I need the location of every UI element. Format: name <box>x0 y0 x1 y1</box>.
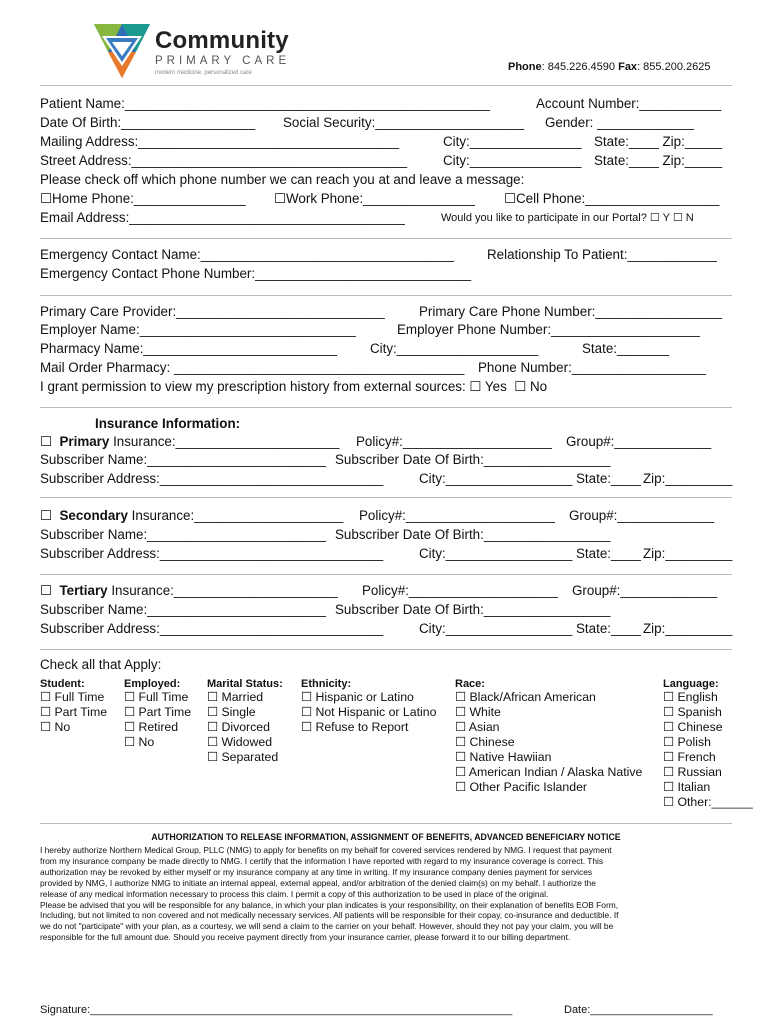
checkbox-icon[interactable]: ☐ <box>124 720 139 734</box>
pharmacy-state-field[interactable]: State:_______ <box>582 341 670 356</box>
employed-option[interactable] <box>124 690 191 705</box>
employed-option[interactable] <box>124 735 191 750</box>
contact-numbers <box>508 61 710 73</box>
employer-field[interactable]: Employer Name:_____________________________ <box>40 322 356 337</box>
portal-question <box>441 211 694 224</box>
checkbox-icon[interactable]: ☐ <box>455 735 470 749</box>
employed-group <box>124 678 191 750</box>
checkbox-icon[interactable]: ☐ <box>663 765 678 779</box>
language-option-label: English <box>677 690 718 704</box>
divider <box>40 649 732 650</box>
subscriber-name-field[interactable]: Subscriber Name:________________________ <box>40 602 326 617</box>
checkbox-icon[interactable]: ☐ <box>207 750 222 764</box>
student-option[interactable] <box>40 720 107 735</box>
checkbox-icon[interactable]: ☐ <box>301 705 316 719</box>
checkbox-icon[interactable]: ☐ <box>124 735 139 749</box>
secondary-policy-field[interactable]: Policy#:____________________ <box>359 508 555 523</box>
language-option[interactable] <box>663 795 753 810</box>
marital-option[interactable] <box>207 690 283 705</box>
checkbox-icon[interactable]: ☐ <box>469 379 482 394</box>
permission-row <box>40 379 547 395</box>
brand-tagline: modern medicine, personalized care <box>155 70 252 76</box>
marital-option-label: Divorced <box>221 720 270 734</box>
checkbox-icon[interactable]: ☐ <box>455 705 470 719</box>
language-heading: Language: <box>663 678 719 690</box>
authorization-line: provided by NMG, I authorize NMG to initiate an internal appeal, external appeal, and/or arbitration of the denied claim(s) on my behalf. I authorize the <box>40 877 596 888</box>
checkbox-icon[interactable]: ☐ <box>40 690 55 704</box>
authorization-line: responsible for the full amount due. Should you receive payment directly from your insurance carrier, please forward it to our billing department. <box>40 932 571 943</box>
home-phone-option[interactable] <box>40 191 246 207</box>
subscriber-name-field[interactable]: Subscriber Name:________________________ <box>40 527 326 542</box>
subscriber-zip-field[interactable]: Zip:_________ <box>643 546 733 561</box>
marital-option[interactable] <box>207 720 283 735</box>
checkbox-icon[interactable]: ☐ <box>455 765 469 779</box>
emergency-name-field[interactable]: Emergency Contact Name:__________________________________ <box>40 247 454 262</box>
checkbox-icon[interactable]: ☐ <box>455 750 470 764</box>
relationship-field[interactable]: Relationship To Patient:____________ <box>487 247 717 262</box>
ethnicity-option-label: Hispanic or Latino <box>315 690 414 704</box>
checkbox-icon[interactable]: ☐ <box>455 780 470 794</box>
student-heading: Student: <box>40 678 85 690</box>
phone-label: Phone <box>508 61 542 73</box>
checkbox-icon[interactable]: ☐ <box>40 583 53 598</box>
language-option[interactable] <box>663 765 753 780</box>
language-option-label: Chinese <box>677 720 723 734</box>
subscriber-city-field[interactable]: City:_________________ <box>419 621 573 636</box>
language-option-label: Russian <box>677 765 722 779</box>
checkbox-icon[interactable]: ☐ <box>40 191 53 206</box>
checkbox-icon[interactable]: ☐ <box>207 720 222 734</box>
marital-heading: Marital Status: <box>207 678 283 690</box>
pharmacy-field[interactable]: Pharmacy Name:__________________________ <box>40 341 338 356</box>
tertiary-label: Tertiary <box>59 583 108 598</box>
language-option[interactable] <box>663 750 753 765</box>
student-group <box>40 678 107 735</box>
account-number-field[interactable]: Account Number:___________ <box>536 96 722 111</box>
checkbox-icon[interactable]: ☐ <box>40 434 53 449</box>
subscriber-city-field[interactable]: City:_________________ <box>419 471 573 486</box>
race-option[interactable] <box>455 750 642 765</box>
street-state-zip-field[interactable]: State:____ Zip:_____ <box>594 153 723 168</box>
cell-phone-option[interactable] <box>504 191 719 207</box>
portal-yes: Y <box>662 212 670 224</box>
race-option-label: Black/African American <box>469 690 596 704</box>
home-phone-label: Home Phone:_______________ <box>52 191 246 206</box>
tertiary-group-field[interactable]: Group#:_____________ <box>572 583 718 598</box>
authorization-line: I hereby authorize Northern Medical Group, PLLC (NMG) to apply for benefits on my behalf for covered services rendered by NMG. I request that payment <box>40 845 612 855</box>
permission-text: I grant permission to view my prescription history from external sources: <box>40 379 466 394</box>
subscriber-name-field[interactable]: Subscriber Name:________________________ <box>40 452 326 467</box>
authorization-body <box>40 845 732 943</box>
race-group <box>455 678 642 795</box>
checkbox-icon[interactable]: ☐ <box>124 705 139 719</box>
insurance-suffix: Insurance: <box>107 583 174 598</box>
marital-option[interactable] <box>207 750 283 765</box>
divider <box>40 238 732 239</box>
primary-policy-field[interactable]: Policy#:____________________ <box>356 434 552 449</box>
tertiary-insurance-field[interactable] <box>40 583 338 599</box>
race-option-label: Chinese <box>469 735 515 749</box>
race-option-label: Other Pacific Islander <box>469 780 588 794</box>
subscriber-dob-field[interactable]: Subscriber Date Of Birth:_________________ <box>335 452 611 467</box>
work-phone-option[interactable] <box>274 191 475 207</box>
checkbox-icon[interactable]: ☐ <box>663 705 678 719</box>
checkbox-icon[interactable]: ☐ <box>274 191 287 206</box>
secondary-label: Secondary <box>59 508 128 523</box>
insurance-suffix: Insurance: <box>109 434 176 449</box>
ethnicity-option-label: Refuse to Report <box>315 720 409 734</box>
employed-option-label: No <box>138 735 155 749</box>
language-option[interactable] <box>663 720 753 735</box>
authorization-line: release of any medical information necessary to process this claim. I permit a copy of this authorization to be used in place of the original. <box>40 888 549 899</box>
language-option-label: Italian <box>677 780 711 794</box>
portal-question-text: Would you like to participate in our Portal? <box>441 212 647 224</box>
employed-option[interactable] <box>124 720 191 735</box>
race-option[interactable] <box>455 735 642 750</box>
race-option[interactable] <box>455 705 642 720</box>
ethnicity-option[interactable] <box>301 720 436 735</box>
race-option-label: Native Hawiian <box>469 750 552 764</box>
subscriber-state-field[interactable]: State:____ <box>576 621 641 636</box>
checkbox-icon[interactable]: ☐ <box>207 735 222 749</box>
checkbox-icon[interactable]: ☐ <box>514 379 527 394</box>
checkbox-icon[interactable]: ☐ <box>301 690 316 704</box>
language-group <box>663 678 753 810</box>
employed-option-label: Full Time <box>138 690 189 704</box>
divider <box>40 574 732 575</box>
marital-option-label: Separated <box>221 750 279 764</box>
phone-prompt: Please check off which phone number we can reach you at and leave a message: <box>40 172 525 187</box>
checkbox-icon[interactable]: ☐ <box>40 705 55 719</box>
language-option-label: French <box>677 750 716 764</box>
mail-order-field[interactable]: Mail Order Pharmacy: _______________________________________ <box>40 360 465 375</box>
secondary-group-field[interactable]: Group#:_____________ <box>569 508 715 523</box>
patient-name-field[interactable]: Patient Name:_________________________________________________ <box>40 96 490 111</box>
insurance-suffix: Insurance: <box>127 508 195 523</box>
subscriber-dob-field[interactable]: Subscriber Date Of Birth:_________________ <box>335 602 611 617</box>
checkbox-icon[interactable]: ☐ <box>301 720 316 734</box>
language-option[interactable] <box>663 735 753 750</box>
student-option[interactable] <box>40 690 107 705</box>
checkbox-icon[interactable]: ☐ <box>649 212 660 224</box>
authorization-title: AUTHORIZATION TO RELEASE INFORMATION, ASSIGNMENT OF BENEFITS, ADVANCED BENEFICIARY NOTICE <box>151 832 621 842</box>
checkbox-icon[interactable]: ☐ <box>663 735 678 749</box>
divider <box>40 295 732 296</box>
authorization-line: authorization may be revoked by either myself or my insurance company at any time in writing. If my insurance company denies payment for services <box>40 866 593 877</box>
divider <box>40 85 732 86</box>
marital-option-label: Married <box>221 690 264 704</box>
subscriber-state-field[interactable]: State:____ <box>576 471 641 486</box>
employed-option-label: Retired <box>138 720 179 734</box>
marital-option[interactable] <box>207 735 283 750</box>
subscriber-state-field[interactable]: State:____ <box>576 546 641 561</box>
language-option[interactable] <box>663 780 753 795</box>
cell-phone-label: Cell Phone:__________________ <box>516 191 720 206</box>
brand-sub: PRIMARY CARE <box>155 55 291 67</box>
checkbox-icon[interactable]: ☐ <box>40 720 55 734</box>
ethnicity-heading: Ethnicity: <box>301 678 352 690</box>
language-option-label: Polish <box>677 735 711 749</box>
authorization-line: Including, but not limited to non covered and not medically necessary services. All patients will be responsible for their copay, co-insurance and deductible. If <box>40 910 619 921</box>
checkbox-icon[interactable]: ☐ <box>663 780 678 794</box>
ethnicity-option-label: Not Hispanic or Latino <box>315 705 437 719</box>
primary-group-field[interactable]: Group#:_____________ <box>566 434 712 449</box>
mailing-address-field[interactable]: Mailing Address:___________________________________ <box>40 134 399 149</box>
pcp-phone-field[interactable]: Primary Care Phone Number:_________________ <box>419 304 722 319</box>
subscriber-city-field[interactable]: City:_________________ <box>419 546 573 561</box>
marital-option-label: Widowed <box>221 735 273 749</box>
checkbox-icon[interactable]: ☐ <box>40 508 53 523</box>
fax-label: Fax <box>618 61 638 73</box>
secondary-insurance-field[interactable] <box>40 508 343 524</box>
mail-phone-field[interactable]: Phone Number:__________________ <box>478 360 706 375</box>
race-option-label: White <box>469 705 501 719</box>
marital-option[interactable] <box>207 705 283 720</box>
check-all-title: Check all that Apply: <box>40 657 162 672</box>
checkbox-icon[interactable]: ☐ <box>504 191 517 206</box>
race-option[interactable] <box>455 720 642 735</box>
authorization-line: Please be advised that you will be responsible for any balance, in which your plan indicates is your responsibility, on their explanation of benefits EOB Form, <box>40 899 619 910</box>
subscriber-address-field[interactable]: Subscriber Address:______________________________ <box>40 471 384 486</box>
race-option-label: American Indian / Alaska Native <box>468 765 643 779</box>
ethnicity-option[interactable] <box>301 705 436 720</box>
authorization-line: we do not "participate" with your plan, as a courtesy, we will send a claim to the carrier on your behalf. However, should they not pay your claim, you will be <box>40 921 614 932</box>
insurance-title: Insurance Information: <box>95 416 241 431</box>
language-option[interactable] <box>663 705 753 720</box>
employed-option[interactable] <box>124 705 191 720</box>
checkbox-icon[interactable]: ☐ <box>663 690 678 704</box>
checkbox-icon[interactable]: ☐ <box>663 720 678 734</box>
pcp-field[interactable]: Primary Care Provider:____________________________ <box>40 304 385 319</box>
mailing-city-field[interactable]: City:_______________ <box>443 134 582 149</box>
tertiary-policy-field[interactable]: Policy#:____________________ <box>362 583 558 598</box>
signature-field[interactable]: Signature:_____________________________________________________________________ <box>40 1004 513 1016</box>
subscriber-zip-field[interactable]: Zip:_________ <box>643 621 733 636</box>
fax-value: : 855.200.2625 <box>637 61 711 73</box>
marital-option-label: Single <box>221 705 256 719</box>
email-field[interactable]: Email Address:_____________________________________ <box>40 210 405 225</box>
race-option[interactable] <box>455 690 642 705</box>
work-phone-label: Work Phone:_______________ <box>286 191 475 206</box>
checkbox-icon[interactable]: ☐ <box>663 750 678 764</box>
divider <box>40 823 732 824</box>
divider <box>40 497 732 498</box>
date-field[interactable]: Date:____________________ <box>564 1004 713 1016</box>
subscriber-dob-field[interactable]: Subscriber Date Of Birth:_________________ <box>335 527 611 542</box>
language-option-label: Other:______ <box>677 795 753 809</box>
permission-no: No <box>529 379 548 394</box>
street-city-field[interactable]: City:_______________ <box>443 153 582 168</box>
student-option-label: Part Time <box>54 705 108 719</box>
primary-insurance-field[interactable] <box>40 434 339 450</box>
subscriber-zip-field[interactable]: Zip:_________ <box>643 471 733 486</box>
ssn-field[interactable]: Social Security:____________________ <box>283 115 525 130</box>
subscriber-address-field[interactable]: Subscriber Address:______________________________ <box>40 621 384 636</box>
authorization-line: from my insurance company be made directly to NMG. I certify that the information I have reported with regard to my insurance coverage is correct. This <box>40 855 604 866</box>
ethnicity-option[interactable] <box>301 690 436 705</box>
student-option-label: No <box>54 720 71 734</box>
gender-field[interactable]: Gender: _____________ <box>545 115 694 130</box>
race-option[interactable] <box>455 780 642 795</box>
mailing-state-zip-field[interactable]: State:____ Zip:_____ <box>594 134 723 149</box>
brand-name: Community <box>155 27 289 54</box>
employer-phone-field[interactable]: Employer Phone Number:____________________ <box>397 322 701 337</box>
student-option-label: Full Time <box>54 690 105 704</box>
employed-heading: Employed: <box>124 678 181 690</box>
checkbox-icon[interactable]: ☐ <box>207 690 222 704</box>
race-heading: Race: <box>455 678 485 690</box>
secondary-ins-line: ____________________ <box>194 508 344 523</box>
ethnicity-group <box>301 678 436 735</box>
primary-label: Primary <box>59 434 110 449</box>
logo <box>92 18 152 85</box>
checkbox-icon[interactable]: ☐ <box>455 720 469 734</box>
dob-field[interactable]: Date Of Birth:__________________ <box>40 115 256 130</box>
checkbox-icon[interactable]: ☐ <box>672 212 683 224</box>
permission-yes: Yes <box>484 379 507 394</box>
tertiary-ins-line: ______________________ <box>173 583 338 598</box>
employed-option-label: Part Time <box>138 705 192 719</box>
phone-value: : 845.226.4590 <box>541 61 619 73</box>
pharmacy-city-field[interactable]: City:___________________ <box>370 341 539 356</box>
divider <box>40 407 732 408</box>
race-option[interactable] <box>455 765 642 780</box>
marital-group <box>207 678 283 765</box>
primary-ins-line: ______________________ <box>175 434 340 449</box>
subscriber-address-field[interactable]: Subscriber Address:______________________________ <box>40 546 384 561</box>
language-option[interactable] <box>663 690 753 705</box>
checkbox-icon[interactable]: ☐ <box>124 690 139 704</box>
street-address-field[interactable]: Street Address:_____________________________________ <box>40 153 408 168</box>
emergency-phone-field[interactable]: Emergency Contact Phone Number:_____________________________ <box>40 266 472 281</box>
checkbox-icon[interactable]: ☐ <box>207 705 222 719</box>
race-option-label: Asian <box>468 720 500 734</box>
language-option-label: Spanish <box>677 705 722 719</box>
checkbox-icon[interactable]: ☐ <box>663 795 678 809</box>
checkbox-icon[interactable]: ☐ <box>455 690 470 704</box>
portal-no: N <box>685 212 694 224</box>
student-option[interactable] <box>40 705 107 720</box>
logo-mark-icon <box>92 18 152 80</box>
